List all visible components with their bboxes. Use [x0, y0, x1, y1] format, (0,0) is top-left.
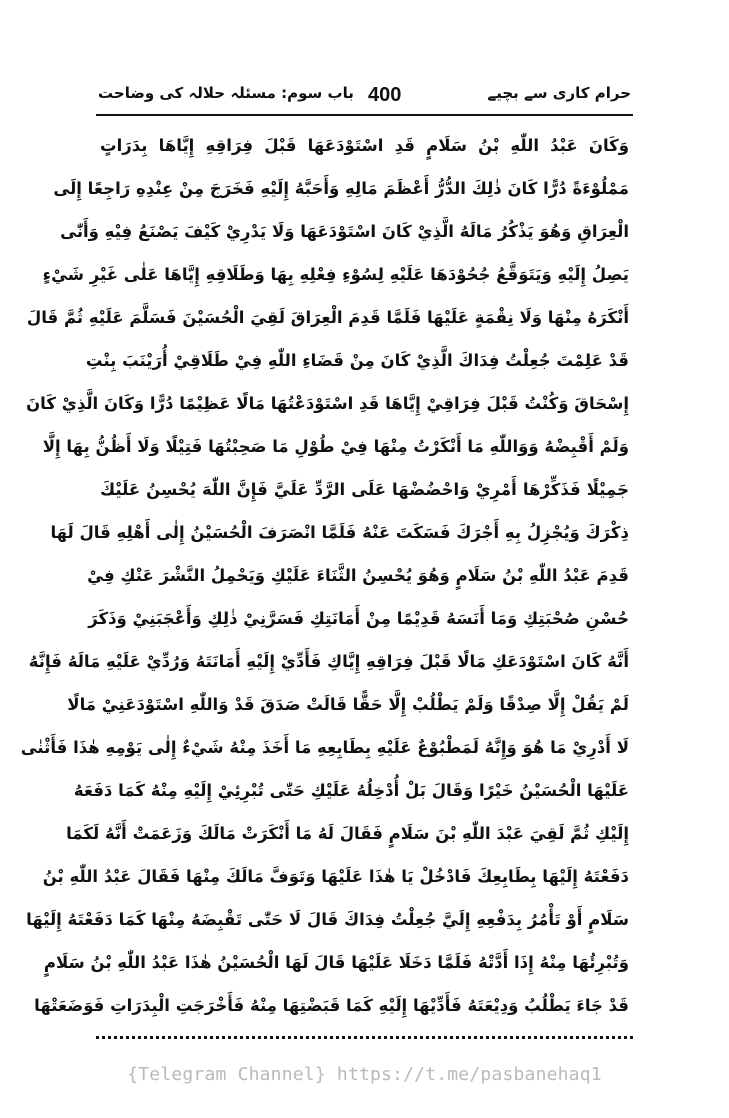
- footer-dotted-rule: [96, 1036, 633, 1039]
- text-line-9: جَمِيْلًا فَذَكِّرْهَا أَمْرِيْ وَاحْضُضْهَا عَلَى الرَّدِّ عَلَيَّ فَإِنَّ اللّٰهَ يُحْسِنُ عَلَيْكَ: [100, 480, 629, 499]
- text-line-7: إِسْحَاقَ وَكُنْتُ قَبْلَ فِرَاقِيْ إِيَّاهَا قَدِ اسْتَوْدَعْتُهَا مَالًا عَظِيْمًا دُرًّا وَكَانَ الَّذِيْ كَانَ: [26, 394, 629, 413]
- text-line-18: دَفَعْتَهُ إِلَيْهَا بِطَابِعِكَ فَادْخُلْ يَا هٰذَا عَلَيْهَا وَتَوَفَّ مَالَكَ مِنْهَا فَقَالَ عَبْدُ اللّٰهِ بْنُ: [42, 867, 629, 886]
- header-rule: [96, 114, 633, 116]
- text-line-17: إِلَيْكِ ثُمَّ لَقِيَ عَبْدَ اللّٰهِ بْنَ سَلَامٍ فَقَالَ لَهُ مَا أَنْكَرَتْ مَالَكَ وَزَعَمَتْ أَنَّهُ لَكَمَا: [66, 824, 629, 843]
- page-number: 400: [368, 84, 402, 106]
- page-header: [98, 84, 631, 118]
- text-line-15: لَا أَدْرِيْ مَا هُوَ وَإِنَّهُ لَمَطْبُوْعٌ عَلَيْهِ بِطَابِعِهِ مَا أَخَذَ مِنْهُ شَيْءٌ إِلٰى يَوْمِهِ هٰذَا فَأَثْنٰى: [20, 738, 629, 757]
- text-line-8: وَلَمْ أَقْبِضْهُ وَوَاللّٰهِ مَا أَنْكَرْتُ مِنْهَا فِيْ طُوْلِ مَا صَحِبْتُهَا فَتِيْلًا وَلَا أَظُنُّ بِهَا إِلَّا: [42, 437, 629, 456]
- telegram-watermark: {Telegram Channel} https://t.me/pasbanehaq1: [127, 1064, 602, 1085]
- text-line-19: سَلَامٍ أَوْ تَأْمُرُ بِدَفْعِهِ إِلَيَّ جُعِلْتُ فِدَاكَ قَالَ لَا حَتّٰى تَقْبِضَهُ مِنْهَا كَمَا دَفَعْتَهُ إِلَيْهَا: [26, 910, 629, 929]
- book-title: حرام کاری سے بچیے: [487, 84, 631, 102]
- text-line-16: عَلَيْهَا الْحُسَيْنُ خَيْرًا وَقَالَ بَلْ أُدْخِلُهُ عَلَيْكِ حَتّٰى تُبْرِئِيْ إِلَيْهِ مِنْهُ كَمَا دَفَعَهُ: [73, 781, 629, 800]
- text-line-5: أَنْكَرَهُ مِنْهَا وَلَا نِقْمَةٍ عَلَيْهَا فَلَمَّا قَدِمَ الْعِرَاقَ لَقِيَ الْحُسَيْنَ فَسَلَّمَ عَلَيْهِ ثُمَّ قَالَ: [26, 308, 629, 327]
- text-line-1: وَكَانَ عَبْدُ اللّٰهِ بْنُ سَلَامٍ قَدِ اسْتَوْدَعَهَا قَبْلَ فِرَاقِهِ إِيَّاهَا بِدَرَاتٍ: [100, 136, 629, 155]
- text-line-12: حُسْنِ صُحْبَتِكِ وَمَا أَنَسَهُ قَدِيْمًا مِنْ أَمَانَتِكِ فَسَرَّنِيْ ذٰلِكِ وَأَعْجَبَنِيْ وَذَكَرَ: [88, 609, 629, 628]
- arabic-text-body: [20, 124, 629, 1027]
- text-line-6: قَدْ عَلِمْتَ جُعِلْتُ فِدَاكَ الَّذِيْ كَانَ مِنْ قَضَاءِ اللّٰهِ فِيْ طَلَاقِيْ أُرَيْنَبَ بِنْتِ: [85, 351, 629, 370]
- text-line-4: يَصِلُ إِلَيْهِ وَيَتَوَقَّعُ جُحُوْدَهَا عَلَيْهِ لِسُوْءِ فِعْلِهِ بِهَا وَطَلَاقِهِ إِيَّاهَا عَلٰى غَيْرِ شَيْءٍ: [42, 265, 629, 284]
- chapter-heading: باب سوم: مسئلہ حلالہ کی وضاحت: [98, 84, 354, 102]
- text-line-3: الْعِرَاقِ وَهُوَ يَذْكُرُ مَالَهُ الَّذِيْ كَانَ اسْتَوْدَعَهَا وَلَا يَدْرِيْ كَيْفَ يَصْنَعُ فِيْهِ وَأَنّٰى: [60, 222, 629, 241]
- text-line-2: مَمْلُوْءَةً دُرًّا كَانَ ذٰلِكَ الدُّرُّ أَعْظَمَ مَالِهِ وَأَحَبَّهُ إِلَيْهِ فَخَرَجَ مِنْ عِنْدِهِ رَاجِعًا إِلَى: [53, 179, 629, 198]
- text-line-11: قَدِمَ عَبْدُ اللّٰهِ بْنُ سَلَامٍ وَهُوَ يُحْسِنُ الثَّنَاءَ عَلَيْكِ وَيَحْمِلُ النَّشْرَ عَنْكِ فِيْ: [87, 566, 629, 585]
- text-line-21: قَدْ جَاءَ يَطْلُبُ وَدِيْعَتَهُ فَأَدِّيْهَا إِلَيْهِ كَمَا قَبَضْتِهَا مِنْهُ فَأَخْرَجَتِ الْبِدَرَاتِ فَوَضَعَتْهَا: [34, 996, 629, 1015]
- text-line-20: وَتُبْرِئُهَا مِنْهُ إِذَا أَدَّتْهُ فَلَمَّا دَخَلَا عَلَيْهَا قَالَ لَهَا الْحُسَيْنُ هٰذَا عَبْدُ اللّٰهِ بْنُ سَلَامٍ: [43, 953, 629, 972]
- text-line-13: أَنَّهُ كَانَ اسْتَوْدَعَكِ مَالًا قَبْلَ فِرَاقِهِ إِيَّاكِ فَأَدِّيْ إِلَيْهِ أَمَانَتَهُ وَرُدِّيْ عَلَيْهِ مَالَهُ فَإِنَّهُ: [28, 652, 629, 671]
- text-line-14: لَمْ يَقُلْ إِلَّا صِدْقًا وَلَمْ يَطْلُبْ إِلَّا حَقًّا قَالَتْ صَدَقَ قَدْ وَاللّٰهِ اسْتَوْدَعَنِيْ مَالًا: [67, 695, 629, 714]
- text-line-10: ذِكْرَكَ وَيُجْزِلُ بِهِ أَجْرَكَ فَسَكَتَ عَنْهُ فَلَمَّا انْصَرَفَ الْحُسَيْنُ إِلٰى أَهْلِهِ قَالَ لَهَا: [50, 523, 629, 542]
